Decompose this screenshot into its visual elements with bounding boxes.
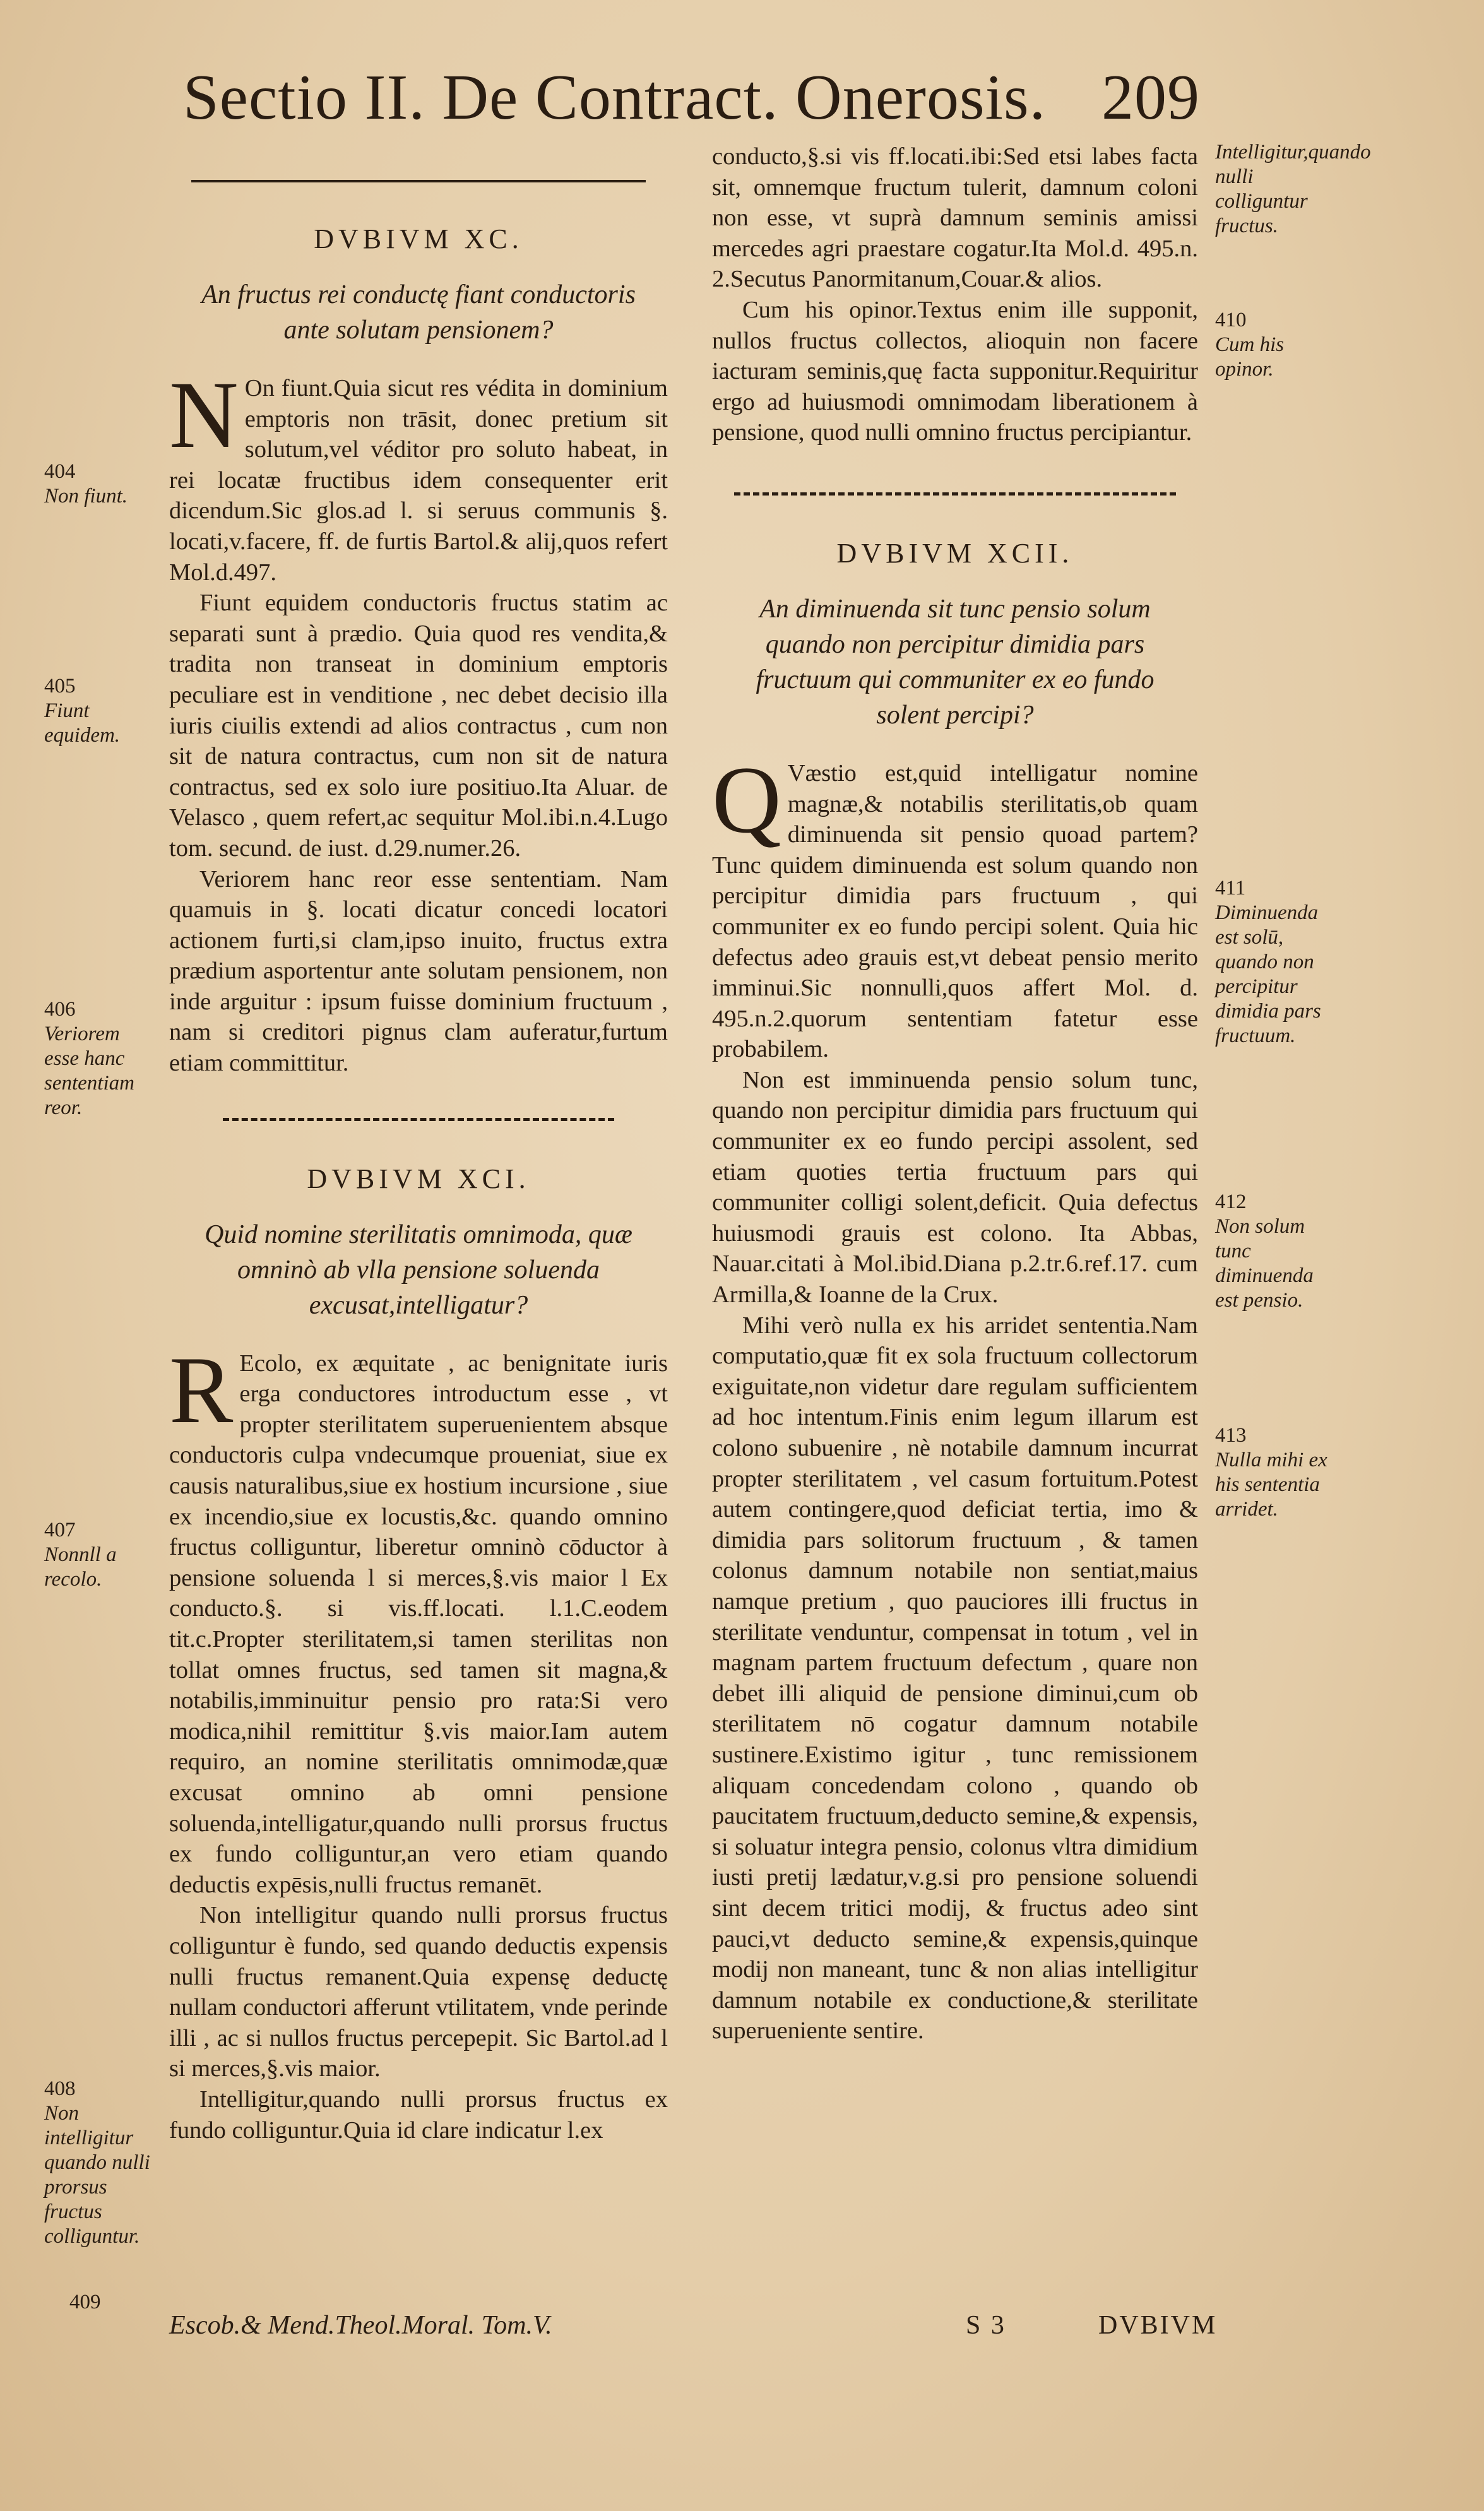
dubium-92-question: An diminuenda sit tunc pensio solum quando non percipitur dimidia pars fructuum qui communiter ex eo fundo solent percipi?: [756, 594, 1155, 730]
margin-note-410: 410 Cum his opinor.: [1215, 309, 1285, 381]
dubium-90-paragraph-1: N On fiunt.Quia sicut res védita in dominium emptoris non trāsit, donec pretium sit solutum,vel véditor pro soluto habeat, in rei locatæ fructibus idem consequenter erit dicendum.Sic glos.ad l. si seruus communis §. locati,v.facere, ff. de furtis Bartol.& alij,quos refert Mol.d.497.: [169, 362, 668, 586]
dubium-91-title: DVBIVM XCI.: [307, 1163, 530, 1194]
rule-middle-right: [734, 492, 1176, 496]
margin-note-413: 413 Nulla mihi ex his sententia arridet.: [1215, 1424, 1327, 1521]
opinion-paragraph: Cum his opinor.Textus enim ille supponit, nullos fructus collectos, alioquin non facere iacturam seminis,quę facta supponitur.Requiritur ergo ad huiusmodi omnimodam liberationem à pensione, quod nulli omnino fructus percipiantur.: [712, 296, 1198, 446]
margin-note-407: 407 Nonnll a recolo.: [44, 1519, 117, 1591]
margin-note-top-right: Intelligitur,quando nulli colliguntur fructus.: [1215, 141, 1371, 237]
dubium-90-paragraph-3: Veriorem hanc reor esse sententiam. Nam quamuis in §. locati dicatur concedi locatori actionem furti,si clam,ipso inuito, fructus extra prædium asportentur ante solutam pensionem, non inde arguitur : ipsum fuisse dominium fructuum , nam si creditori pignus clam auferatur,furtum etiam committitur.: [169, 865, 668, 1077]
margin-note-412: 412 Non solum tunc diminuenda est pensio.: [1215, 1190, 1314, 1312]
rule-top-left: [191, 180, 646, 182]
margin-note-404: 404 Non fiunt.: [44, 460, 128, 508]
dubium-91-paragraph-1: R Ecolo, ex æquitate , ac benignitate iuris erga conductores introductum esse , vt propter sterilitatem superuenientem absque conductoris culpa vndecumque proueniat, siue ex causis naturalibus,siue ex hostium incursione , siue ex incendio,siue ex locustis,&c. quando omnino fructus colliguntur, liberetur omninò cōductor à pensione soluenda l si merces,§.vis maior l Ex conducto.§. si vis.ff.locati. l.1.C.eodem tit.c.Propter sterilitatem,si tamen sterilitas non tollat omnes fructus, sed tamen sit magna,& notabilis,imminuitur pensio pro rata:Si vero modica,nihil remittitur §.vis maior.Iam autem requiro, an nomine sterilitatis omnimodæ,quæ excusat omnino ab omni pensione soluenda,intelligatur,quando nulli prorsus fructus ex fundo colliguntur,an vero etiam quando deductis expēsis,nulli fructus remanēt.: [169, 1336, 668, 1898]
dubium-91-question: Quid nomine sterilitatis omnimoda, quæ omninò ab vlla pensione soluenda excusat,intelligatur?: [205, 1220, 632, 1320]
continuation-paragraph: conducto,§.si vis ff.locati.ibi:Sed etsi labes facta sit, omnemque fructum tulerit, damnum coloni non esse, vt suprà damnum seminis amissi mercedes agri praestare cogatur.Ita Mol.d. 495.n. 2.Secutus Panormitanum,Couar.& alios.: [712, 143, 1198, 293]
dubium-92-paragraph-3: Mihi verò nulla ex his arridet sententia.Nam computatio,quæ fit ex sola fructuum collectorum exiguitate,non videtur dare regulam sufficientem ad hoc intentum.Finis enim legum illarum est colono subuenire , nè notabile damnum incurrat propter sterilitatem , vel casum fortuitum.Potest autem contingere,quod deficiat tertia, imo & dimidia pars solitorum fructuum , & tamen colonus damnum notabile non sentiat,maius namque pretium , quo pauciores illi fructus in sterilitate venduntur, compensat in totum , vel in magnam partem fructuum defectum , quare non debet illi aliquid de pensione diminui,cum ob sterilitatem nō cogatur damnum notabile sustinere.Existimo igitur , tunc remissionem aliquam concedendam colono , quando ob paucitatem fructuum,deducto semine,& expensis, si soluatur integra pensio, colonus vltra dimidium iusti pretij lædatur,v.g.si pro pensione soluendi sint decem tritici modij, & fructus adeo sint pauci,vt deducto semine,& expensis,quinque modij non maneant, tunc & non alias intelligitur damnum notabile ex conductione,& sterilitate superueniente sentire.: [712, 1312, 1198, 2045]
margin-note-408: 408 Non intelligitur quando nulli prorsus fructus colliguntur.: [44, 2077, 150, 2248]
running-header: [183, 60, 1206, 136]
header-title: Sectio II. De Contract. Onerosis.: [183, 62, 1047, 133]
left-column: [169, 180, 668, 2146]
margin-note-411: 411 Diminuenda est solū, quando non percipitur dimidia pars fructuum.: [1215, 877, 1321, 1047]
dubium-92-paragraph-1: Q Væstio est,quid intelligatur nomine magnæ,& notabilis sterilitatis,ob quam diminuenda sit pensio quoad partem?Tunc quidem diminuenda est solum quando non percipitur dimidia pars fructuum , qui communiter ex eo fundo percipi solent. Quia hic defectus adeo grauis est,vt debeat pensio merito imminui.Sic nonnulli,quos affert Mol. d. 495.n.2.quorum sententiam fatetur esse probabilem.: [712, 746, 1198, 1063]
dubium-91-paragraph-2: Non intelligitur quando nulli prorsus fructus colliguntur è fundo, sed quando deductis expensis nulli fructus remanent.Quia expensę deductę nullam conductori afferunt vtilitatem, vnde perinde illi , ac si nullos fructus percepерit. Sic Bartol.ad l si merces,§.vis maior.: [169, 1902, 668, 2082]
dubium-91-paragraph-3: Intelligitur,quando nulli prorsus fructus ex fundo colliguntur.Quia id clare indicatur l.ex: [169, 2086, 668, 2144]
dubium-90-title: DVBIVM XC.: [314, 223, 523, 254]
margin-note-406: 406 Veriorem esse hanc sententiam reor.: [44, 998, 134, 1119]
dropcap-r: R: [169, 1336, 234, 1443]
margin-note-405: 405 Fiunt equidem.: [44, 675, 121, 747]
margin-note-409: 409: [69, 2291, 101, 2313]
rule-middle-left: [223, 1118, 614, 1121]
dubium-92-title: DVBIVM XCII.: [836, 537, 1074, 569]
dubium-92-paragraph-2: Non est imminuenda pensio solum tunc, quando non percipitur dimidia pars fructuum qui communiter ex eo fundo percipi assolent, sed etiam quoties tertia fructuum pars qui communiter colligi solent,deficit. Quia defectus huiusmodi grauis est colono. Ita Abbas, Nauar.citati à Mol.ibid.Diana p.2.tr.6.ref.17. cum Armilla,& Ioanne de la Crux.: [712, 1066, 1198, 1309]
right-column: [712, 141, 1198, 2046]
footer-catchword: DVBIVM: [1098, 2311, 1218, 2340]
footer-signature: S 3: [966, 2311, 1006, 2340]
dropcap-q: Q: [712, 746, 781, 853]
page-number: 209: [1101, 62, 1200, 133]
dubium-90-paragraph-2: Fiunt equidem conductoris fructus statim ac separati sunt à prædio. Quia quod res vendita,& tradita non transeat in dominium emptoris peculiare est in venditione , nec debet decisio illa iuris ciuilis extendi ad alios contractus , cum non sit de natura contractus, cum non sit de natura contractus, sed ex solo iure positiuo.Ita Aluar. de Velasco , quem refert,ac sequitur Mol.ibi.n.4.Lugo tom. secund. de iust. d.29.numer.26.: [169, 590, 668, 862]
footer-author: Escob.& Mend.Theol.Moral. Tom.V.: [169, 2311, 552, 2340]
dropcap-n: N: [169, 362, 239, 468]
dubium-90-question: An fructus rei conductę fiant conductoris ante solutam pensionem?: [201, 280, 636, 345]
